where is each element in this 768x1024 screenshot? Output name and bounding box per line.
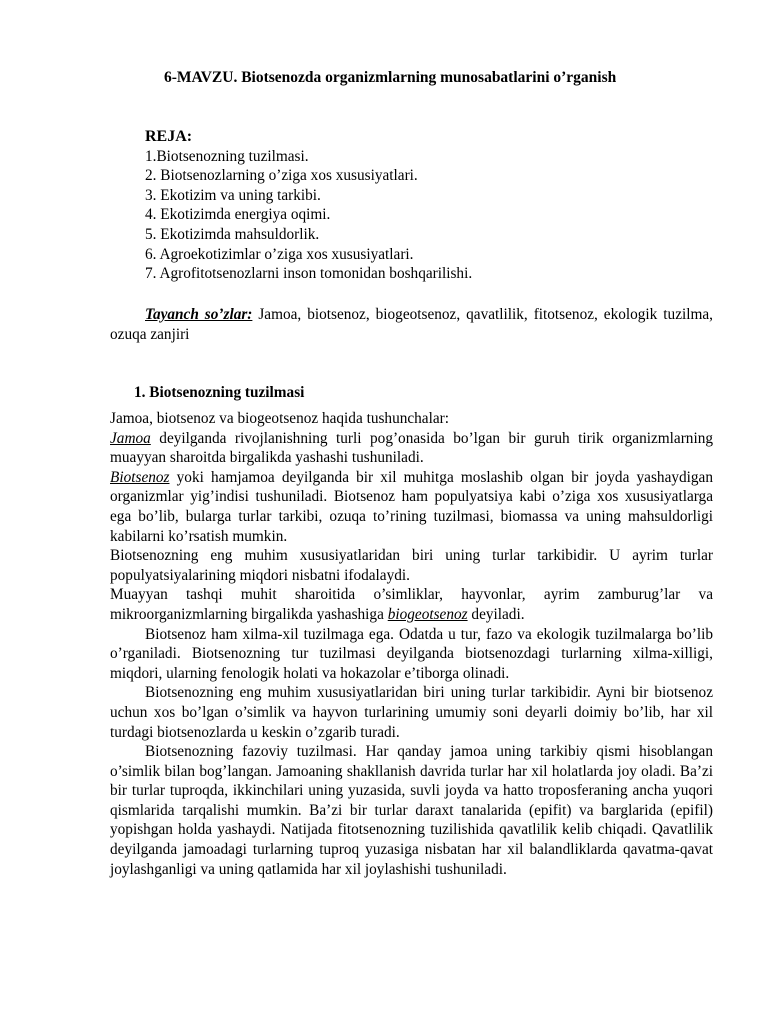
- reja-plan: [145, 127, 472, 284]
- reja-item-4: 4. Ekotizimda energiya oqimi.: [145, 206, 331, 224]
- section-heading: 1. Biotsenozning tuzilmasi: [134, 384, 305, 401]
- section-body: [110, 409, 713, 879]
- spatial-structure-paragraph: Biotsenozning fazoviy tuzilmasi. Har qanday jamoa uning tarkibiy qismi hisoblangan o’simlik bilan bog’langan. Jamoaning shakllanish davrida turlar har xil holatlarda joy oladi. Ba’zi bir turlar tuproqda, ikkinchilari uning yuzasida, suvli joyda va hatto troposferaning ancha yuqori qismlarida tarqalishi mumkin. Ba’zi bir turlar daraxt tanalarida (epifit) va barglarida (epifil) yopishgan holda yashaydi. Natijada fitotsenozning tuzilishida qavatlilik kelib chiqadi. Qavatlilik deyilganda jamoadagi turlarning tuproq yuzasiga nisbatan har xil balandliklarda qavatma-qavat joylashganligi va uning qatlamida har xil joylashishi tushuniladi.: [110, 743, 713, 878]
- reja-item-6: 6. Agroekotizimlar o’ziga xos xususiyatlari.: [145, 245, 414, 263]
- species-composition-paragraph: Biotsenozning eng muhim xususiyatlaridan biri uning turlar tarkibidir. Ayni bir biotsenoz uchun xos bo’lgan o’simlik va hayvon turlarining umumiy soni deyarli doimiy bo’lib, har xil turdagi biotsenozlarda u keskin o’zgarib turadi.: [110, 684, 713, 741]
- biogeotsenoz-text-end: deyiladi.: [467, 605, 525, 623]
- keywords-text: Jamoa, biotsenoz, biogeotsenoz, qavatlilik, fitotsenoz, ekologik tuzilma, ozuqa zanjiri: [110, 306, 713, 343]
- reja-item-7: 7. Agrofitotsenozlarni inson tomonidan boshqarilishi.: [145, 265, 473, 283]
- biotsenoz-definition: yoki hamjamoa deyilganda bir xil muhitga moslashib olgan bir joyda yashaydigan organizmlar yig’indisi tushuniladi. Biotsenoz ham populyatsiya kabi o’ziga xos xususiyatlarga ega bo’lib, bularga turlar tarkibi, ozuqa to’rining tuzilmasi, biomassa va uning mahsuldorligi kabilarni ko’rsatish mumkin.: [110, 468, 713, 545]
- page-title: 6-MAVZU. Biotsenozda organizmlarning munosabatlarini o’rganish: [164, 69, 617, 86]
- reja-item-5: 5. Ekotizimda mahsuldorlik.: [145, 225, 320, 243]
- reja-item-2: 2. Biotsenozlarning o’ziga xos xususiyatlari.: [145, 167, 418, 185]
- reja-heading: REJA:: [145, 128, 193, 145]
- jamoa-term: Jamoa: [110, 429, 151, 447]
- biogeotsenoz-term: biogeotsenoz: [387, 605, 468, 623]
- intro-paragraph: Jamoa, biotsenoz va biogeotsenoz haqida tushunchalar:: [110, 410, 449, 427]
- reja-item-3: 3. Ekotizim va uning tarkibi.: [145, 186, 321, 204]
- biogeotsenoz-text-start: Muayyan tashqi muhit sharoitida o’simliklar, hayvonlar, ayrim zamburug’lar va mikroorganizmlarning birgalikda yashashiga: [110, 586, 713, 623]
- structure-paragraph: Biotsenoz ham xilma-xil tuzilmaga ega. Odatda u tur, fazo va ekologik tuzilmalarga bo’lib o’rganiladi. Biotsenozning tur tuzilmasi deyilganda biotsenozdagi turlarning xilma-xilligi, miqdori, ularning fenologik holati va hokazolar e’tiborga olinadi.: [110, 625, 713, 682]
- biotsenoz-paragraph: [110, 468, 713, 546]
- jamoa-paragraph: [110, 429, 713, 468]
- species-paragraph: Biotsenozning eng muhim xususiyatlaridan biri uning turlar tarkibidir. U ayrim turlar populyatsiyalarining miqdori nisbatni ifodalaydi.: [110, 547, 713, 584]
- keywords-paragraph: [110, 305, 713, 344]
- jamoa-definition: deyilganda rivojlanishning turli pog’onasida bo’lgan bir guruh tirik organizmlarning muayyan sharoitda birgalikda yashashi tushuniladi.: [110, 429, 713, 467]
- biogeotsenoz-paragraph: [110, 585, 713, 624]
- keywords-label: Tayanch so’zlar:: [145, 306, 253, 323]
- reja-item-1: 1.Biotsenozning tuzilmasi.: [145, 147, 309, 165]
- biotsenoz-term: Biotsenoz: [110, 468, 170, 486]
